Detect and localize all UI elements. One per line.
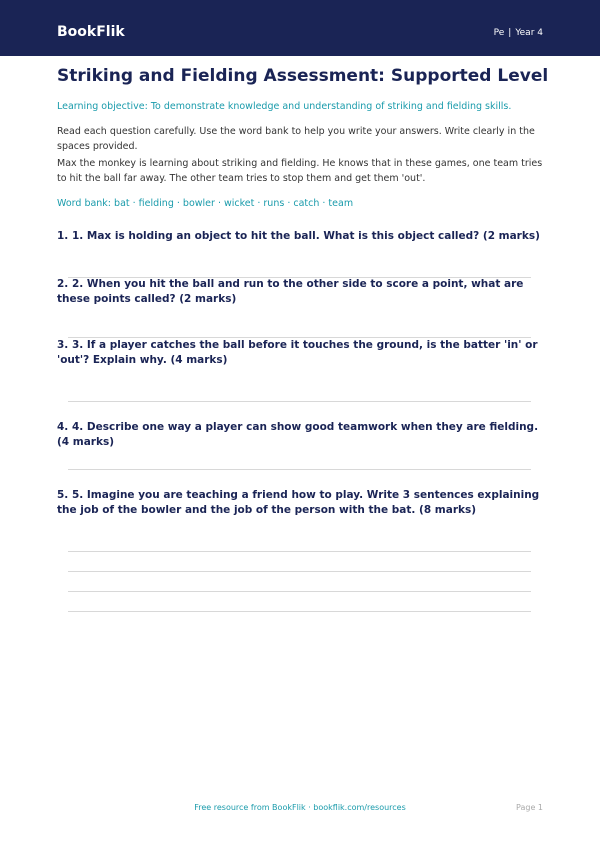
footer-resource-link[interactable]: Free resource from BookFlik · bookflik.com/resources (194, 803, 406, 812)
page-title: Striking and Fielding Assessment: Supported Level (57, 66, 549, 86)
page-number: Page 1 (516, 803, 543, 812)
answer-line[interactable] (68, 551, 531, 552)
word-bank: Word bank: bat · fielding · bowler · wicket · runs · catch · team (57, 198, 354, 209)
page-header (0, 0, 600, 56)
header-meta (494, 26, 543, 40)
question-5: 5. 5. Imagine you are teaching a friend how to play. Write 3 sentences explaining the job of the bowler and the job of the person with the bat. (8 marks) (57, 489, 540, 516)
question-1: 1. 1. Max is holding an object to hit the ball. What is this object called? (2 marks) (57, 230, 540, 242)
intro-text: Max the monkey is learning about striking and fielding. He knows that in these games, one team tries to hit the ball far away. The other team tries to stop them and get them 'out'. (57, 158, 543, 184)
instructions-text: Read each question carefully. Use the word bank to help you write your answers. Write clearly in the spaces provided. (57, 126, 535, 152)
question-3: 3. 3. If a player catches the ball before it touches the ground, is the batter 'in' or 'out'? Explain why. (4 marks) (57, 339, 538, 366)
meta-separator: | (508, 28, 512, 38)
answer-line[interactable] (68, 611, 531, 612)
question-2: 2. 2. When you hit the ball and run to the other side to score a point, what are these points called? (2 marks) (57, 278, 524, 305)
question-4: 4. 4. Describe one way a player can show good teamwork when they are fielding. (4 marks) (57, 421, 539, 448)
answer-line[interactable] (68, 571, 531, 572)
year-label: Year 4 (515, 28, 543, 38)
learning-objective: Learning objective: To demonstrate knowledge and understanding of striking and fielding skills. (57, 101, 512, 112)
subject-label: Pe (493, 28, 505, 38)
brand-logo: BookFlik (57, 24, 125, 40)
answer-line[interactable] (68, 401, 531, 402)
answer-line[interactable] (68, 469, 531, 470)
answer-line[interactable] (68, 591, 531, 592)
